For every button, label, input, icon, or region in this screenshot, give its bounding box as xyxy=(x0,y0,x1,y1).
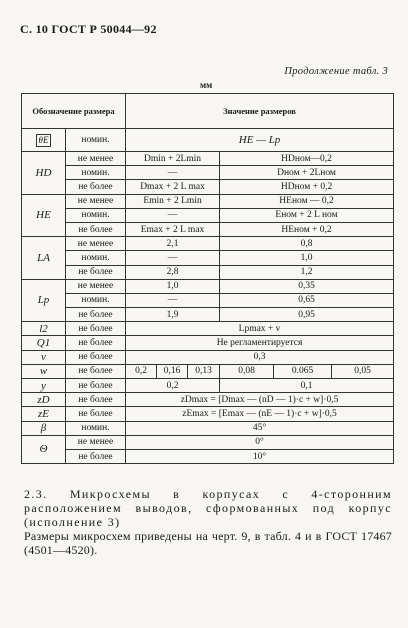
row-fe xyxy=(22,129,394,152)
section-2-3-heading: 2.3. Микросхемы в корпусах с 4-сторонним расположением выводов, сформованных под корпус (исполнение 3) xyxy=(24,487,392,529)
value-fe: HE — Lp xyxy=(126,129,394,152)
header-designation: Обозначение размера xyxy=(22,94,126,129)
cond-w: не более xyxy=(66,364,126,378)
row-l2 xyxy=(22,322,394,336)
row-theta-2 xyxy=(22,449,394,463)
value-w-6: 0,05 xyxy=(332,364,394,378)
param-theta: Θ xyxy=(22,435,66,463)
row-hd-1 xyxy=(22,152,394,166)
row-la-2 xyxy=(22,251,394,265)
cond-he-2: номин. xyxy=(66,208,126,222)
value-lp-3a: 1,9 xyxy=(126,308,220,322)
dimensions-table xyxy=(21,93,394,464)
value-beta: 45° xyxy=(126,421,394,435)
value-lp-2b: 0,65 xyxy=(220,293,394,307)
row-zd xyxy=(22,393,394,407)
row-y xyxy=(22,379,394,393)
param-hd: HD xyxy=(22,152,66,195)
value-v: 0,3 xyxy=(126,350,394,364)
value-lp-1a: 1,0 xyxy=(126,279,220,293)
row-la-1 xyxy=(22,237,394,251)
cond-fe: номин. xyxy=(66,129,126,152)
param-w: w xyxy=(22,364,66,378)
value-w-4: 0,08 xyxy=(220,364,274,378)
value-hd-2b: Dном + 2Lном xyxy=(220,166,394,180)
value-he-3b: HEном + 0,2 xyxy=(220,222,394,236)
value-la-2a: — xyxy=(126,251,220,265)
value-hd-3a: Dmax + 2 L max xyxy=(126,180,220,194)
cond-la-2: номин. xyxy=(66,251,126,265)
value-q1: Не регламентируется xyxy=(126,336,394,350)
cond-lp-3: не более xyxy=(66,308,126,322)
section-2-3-text: Размеры микросхем приведены на черт. 9, в табл. 4 и в ГОСТ 17467 (4501—4520). xyxy=(24,529,392,557)
value-w-5: 0.065 xyxy=(274,364,332,378)
row-theta-1 xyxy=(22,435,394,449)
cond-hd-1: не менее xyxy=(66,152,126,166)
value-he-3a: Emax + 2 L max xyxy=(126,222,220,236)
value-w-2: 0,16 xyxy=(157,364,188,378)
header-value: Значение размеров xyxy=(126,94,394,129)
value-zd: zDmax = [Dmax — (nD — 1)·c + w]·0,5 xyxy=(126,393,394,407)
value-theta-1: 0° xyxy=(126,435,394,449)
cond-beta: номин. xyxy=(66,421,126,435)
cond-l2: не более xyxy=(66,322,126,336)
value-he-2a: — xyxy=(126,208,220,222)
cond-q1: не более xyxy=(66,336,126,350)
value-la-3b: 1,2 xyxy=(220,265,394,279)
param-q1: Q1 xyxy=(22,336,66,350)
row-la-3 xyxy=(22,265,394,279)
row-he-1 xyxy=(22,194,394,208)
cond-la-1: не менее xyxy=(66,237,126,251)
value-l2: Lpmax + v xyxy=(126,322,394,336)
cond-v: не более xyxy=(66,350,126,364)
row-hd-3 xyxy=(22,180,394,194)
param-y: y xyxy=(22,379,66,393)
table-header-row xyxy=(22,94,394,129)
value-hd-3b: HDном + 0,2 xyxy=(220,180,394,194)
value-hd-1b: HDном—0,2 xyxy=(220,152,394,166)
value-la-1a: 2,1 xyxy=(126,237,220,251)
cond-la-3: не более xyxy=(66,265,126,279)
value-la-3a: 2,8 xyxy=(126,265,220,279)
page-header: С. 10 ГОСТ Р 50044—92 xyxy=(20,22,157,36)
param-la: LA xyxy=(22,237,66,280)
param-l2: l2 xyxy=(22,322,66,336)
cond-he-1: не менее xyxy=(66,194,126,208)
row-q1 xyxy=(22,336,394,350)
cond-theta-1: не менее xyxy=(66,435,126,449)
row-w xyxy=(22,364,394,378)
value-hd-2a: — xyxy=(126,166,220,180)
value-he-1a: Emin + 2 Lmin xyxy=(126,194,220,208)
value-y-a: 0,2 xyxy=(126,379,220,393)
cond-ze: не более xyxy=(66,407,126,421)
cond-hd-2: номин. xyxy=(66,166,126,180)
value-hd-1a: Dmin + 2Lmin xyxy=(126,152,220,166)
value-w-3: 0,13 xyxy=(188,364,220,378)
param-lp: Lp xyxy=(22,279,66,322)
row-lp-3 xyxy=(22,308,394,322)
value-theta-2: 10° xyxy=(126,449,394,463)
param-beta: β xyxy=(22,421,66,435)
cond-zd: не более xyxy=(66,393,126,407)
param-fe: θE xyxy=(22,129,66,152)
param-ze: zE xyxy=(22,407,66,421)
row-hd-2 xyxy=(22,166,394,180)
value-la-1b: 0,8 xyxy=(220,237,394,251)
value-w-1: 0,2 xyxy=(126,364,157,378)
param-zd: zD xyxy=(22,393,66,407)
cond-hd-3: не более xyxy=(66,180,126,194)
value-lp-3b: 0,95 xyxy=(220,308,394,322)
value-he-1b: HEном — 0,2 xyxy=(220,194,394,208)
value-lp-2a: — xyxy=(126,293,220,307)
param-v: v xyxy=(22,350,66,364)
cond-y: не более xyxy=(66,379,126,393)
value-ze: zEmax = [Emax — (nE — 1)·c + w]·0,5 xyxy=(126,407,394,421)
table-continuation-label: Продолжение табл. 3 xyxy=(284,66,388,77)
cond-lp-2: номин. xyxy=(66,293,126,307)
value-la-2b: 1,0 xyxy=(220,251,394,265)
row-lp-1 xyxy=(22,279,394,293)
row-beta xyxy=(22,421,394,435)
row-v xyxy=(22,350,394,364)
row-lp-2 xyxy=(22,293,394,307)
row-he-3 xyxy=(22,222,394,236)
value-lp-1b: 0,35 xyxy=(220,279,394,293)
cond-lp-1: не менее xyxy=(66,279,126,293)
row-he-2 xyxy=(22,208,394,222)
row-ze xyxy=(22,407,394,421)
cond-he-3: не более xyxy=(66,222,126,236)
unit-label: мм xyxy=(200,80,213,90)
cond-theta-2: не более xyxy=(66,449,126,463)
param-he: HE xyxy=(22,194,66,237)
value-y-b: 0,1 xyxy=(220,379,394,393)
value-he-2b: Eном + 2 L ном xyxy=(220,208,394,222)
